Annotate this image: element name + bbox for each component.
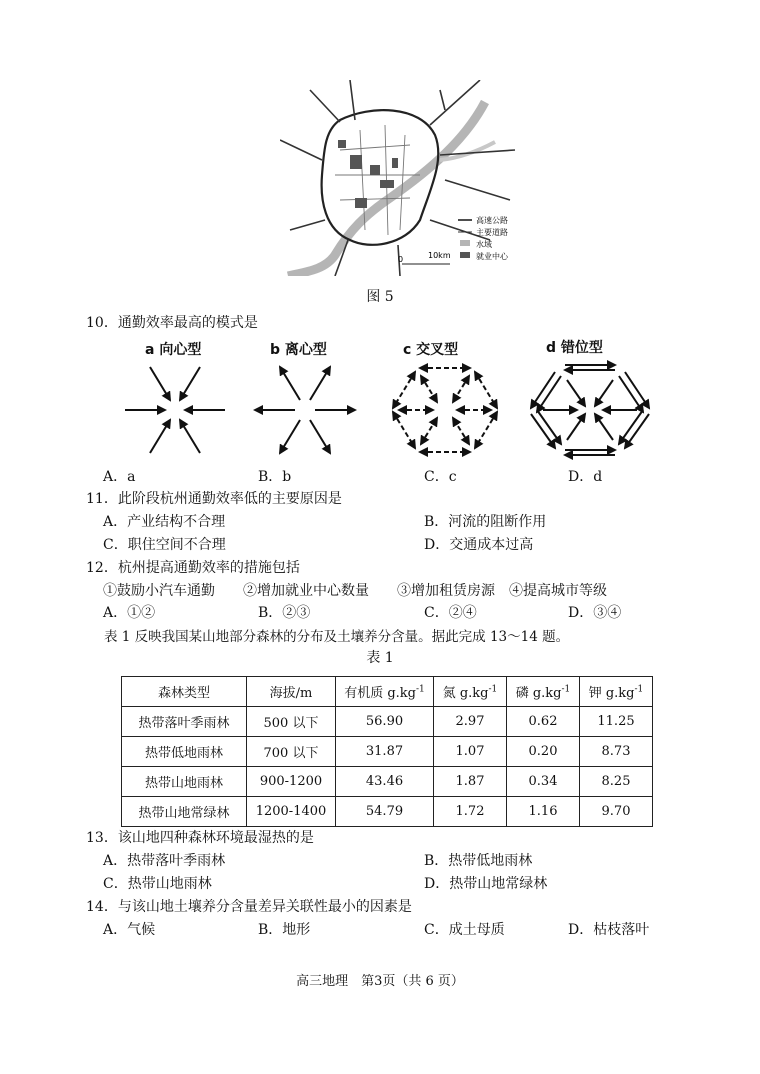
col-nitrogen: 氮 $g.kg^{-1}$ (434, 677, 507, 707)
table-cell: 1.16 (507, 797, 580, 827)
table-row (122, 767, 653, 797)
table-cell: 500 以下 (247, 707, 336, 737)
table-cell: 43.46 (336, 767, 434, 797)
table-cell: 1.07 (434, 737, 507, 767)
table-cell: 9.70 (580, 797, 653, 827)
legend-water-swatch (460, 240, 470, 246)
q14-option-b[interactable]: B．地形 (258, 922, 311, 938)
figure5-map (280, 80, 520, 276)
col-forest-type: 森林类型 (122, 677, 247, 707)
q12-option-d[interactable]: D．③④ (568, 605, 622, 621)
q11-option-b[interactable]: B．河流的阻断作用 (424, 514, 547, 530)
table-cell: 8.25 (580, 767, 653, 797)
table-cell: 11.25 (580, 707, 653, 737)
col-organic: 有机质 $g.kg^{-1}$ (336, 677, 434, 707)
diagram-a-label: a 向心型 (145, 342, 202, 358)
diagram-c-cross (393, 368, 497, 452)
q14-option-a[interactable]: A．气候 (103, 922, 156, 938)
table-cell: 0.62 (507, 707, 580, 737)
table-header-row (122, 677, 653, 707)
q10-option-d[interactable]: D．d (568, 469, 603, 485)
q14-option-c[interactable]: C．成土母质 (424, 922, 505, 938)
table-cell: 0.34 (507, 767, 580, 797)
page-footer: 高三地理 第3页（共 6 页） (296, 974, 464, 989)
diagram-d-label: d 错位型 (546, 340, 603, 356)
legend-center: 就业中心 (476, 252, 508, 261)
scale-label: 10km (428, 251, 451, 260)
table-row (122, 797, 653, 827)
diagram-a-centripetal (125, 367, 225, 453)
q12-stem: 12．杭州提高通勤效率的措施包括 (86, 560, 300, 576)
q12-option-a[interactable]: A．①② (103, 605, 156, 621)
table-cell: 2.97 (434, 707, 507, 737)
table-cell: 54.79 (336, 797, 434, 827)
forest-soil-table (121, 676, 653, 827)
q10-stem: 10．通勤效率最高的模式是 (86, 315, 258, 331)
table-cell: 56.90 (336, 707, 434, 737)
table-intro: 表 1 反映我国某山地部分森林的分布及土壤养分含量。据此完成 13～14 题。 (104, 629, 570, 645)
legend-center-swatch (460, 252, 470, 258)
diagram-d-staggered (531, 365, 649, 455)
q13-option-a[interactable]: A．热带落叶季雨林 (103, 853, 226, 869)
table-cell: 8.73 (580, 737, 653, 767)
commute-diagrams (115, 360, 655, 460)
diagram-b-centrifugal (255, 367, 355, 453)
table-cell: 热带低地雨林 (122, 737, 247, 767)
q10-option-a[interactable]: A．a (103, 469, 136, 485)
q11-option-d[interactable]: D．交通成本过高 (424, 537, 534, 553)
q12-option-c[interactable]: C．②④ (424, 605, 477, 621)
table-cell: 热带山地常绿林 (122, 797, 247, 827)
q10-option-c[interactable]: C．c (424, 469, 457, 485)
table-cell: 900-1200 (247, 767, 336, 797)
q13-stem: 13．该山地四种森林环境最湿热的是 (86, 830, 314, 846)
table-cell: 0.20 (507, 737, 580, 767)
figure5-caption: 图 5 (366, 289, 394, 305)
q14-stem: 14．与该山地土壤养分含量差异关联性最小的因素是 (86, 899, 412, 915)
table-row (122, 737, 653, 767)
legend-highway: 高速公路 (476, 216, 508, 225)
table-cell: 热带山地雨林 (122, 767, 247, 797)
diagram-c-label: c 交叉型 (403, 342, 459, 358)
col-phosphorus: 磷 $g.kg^{-1}$ (507, 677, 580, 707)
q14-option-d[interactable]: D．枯枝落叶 (568, 922, 650, 938)
scale-zero: 0 (398, 255, 404, 264)
q12-items: ①鼓励小汽车通勤 ②增加就业中心数量 ③增加租赁房源 ④提高城市等级 (103, 583, 607, 599)
diagram-b-label: b 离心型 (270, 342, 327, 358)
q11-stem: 11．此阶段杭州通勤效率低的主要原因是 (86, 491, 342, 507)
q11-option-a[interactable]: A．产业结构不合理 (103, 514, 226, 530)
table-cell: 热带落叶季雨林 (122, 707, 247, 737)
col-altitude: 海拔/m (247, 677, 336, 707)
table-cell: 1.87 (434, 767, 507, 797)
table-cell: 700 以下 (247, 737, 336, 767)
col-potassium: 钾 $g.kg^{-1}$ (580, 677, 653, 707)
legend-water: 水域 (476, 240, 492, 249)
q10-option-b[interactable]: B．b (258, 469, 292, 485)
legend-road: 主要道路 (476, 228, 508, 237)
table-caption: 表 1 (366, 650, 394, 666)
table-cell: 1200-1400 (247, 797, 336, 827)
table-cell: 1.72 (434, 797, 507, 827)
q11-option-c[interactable]: C．职住空间不合理 (103, 537, 226, 553)
q12-option-b[interactable]: B．②③ (258, 605, 311, 621)
q13-option-c[interactable]: C．热带山地雨林 (103, 876, 212, 892)
table-row (122, 707, 653, 737)
q13-option-d[interactable]: D．热带山地常绿林 (424, 876, 548, 892)
table-cell: 31.87 (336, 737, 434, 767)
q13-option-b[interactable]: B．热带低地雨林 (424, 853, 533, 869)
